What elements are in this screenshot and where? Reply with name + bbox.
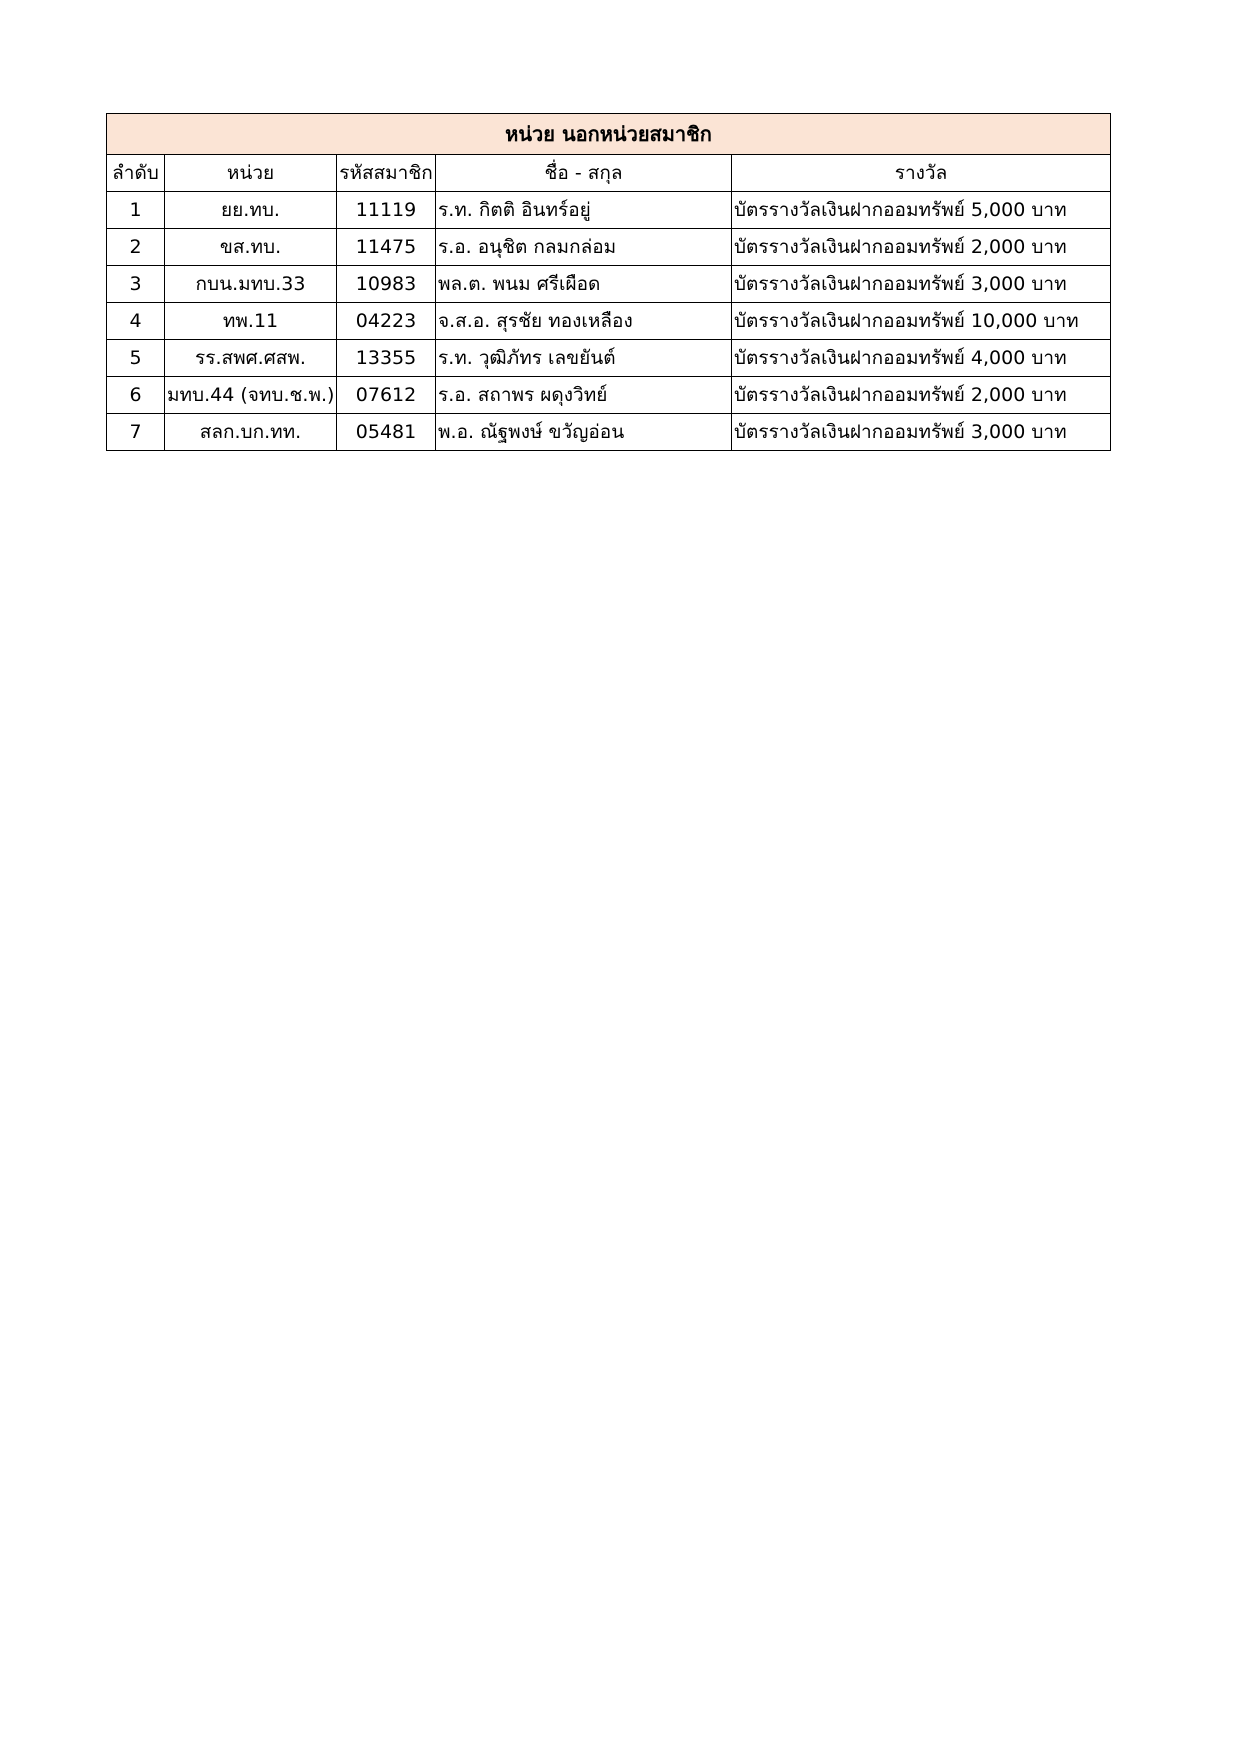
row-name: ร.ท. วุฒิภัทร เลขยันต์ [436,340,732,377]
row-member-id: 07612 [337,377,436,414]
row-no: 6 [107,377,165,414]
row-name: ร.ท. กิตติ อินทร์อยู่ [436,192,732,229]
row-member-id: 11475 [337,229,436,266]
table-title: หน่วย นอกหน่วยสมาชิก [107,114,1111,155]
row-prize: บัตรรางวัลเงินฝากออมทรัพย์ 3,000 บาท [732,414,1111,451]
row-member-id: 10983 [337,266,436,303]
row-unit: รร.สพศ.ศสพ. [165,340,337,377]
row-member-id: 13355 [337,340,436,377]
table-title-row [107,114,1111,155]
row-unit: กบน.มทบ.33 [165,266,337,303]
row-no: 2 [107,229,165,266]
table-header-row [107,155,1111,192]
row-no: 1 [107,192,165,229]
row-member-id: 04223 [337,303,436,340]
header-unit: หน่วย [165,155,337,192]
row-no: 7 [107,414,165,451]
row-unit: มทบ.44 (จทบ.ช.พ.) [165,377,337,414]
row-no: 5 [107,340,165,377]
prize-winners-table [106,113,1111,451]
header-name: ชื่อ - สกุล [436,155,732,192]
row-member-id: 11119 [337,192,436,229]
row-name: พ.อ. ณัฐพงษ์ ขวัญอ่อน [436,414,732,451]
table-row [107,229,1111,266]
row-prize: บัตรรางวัลเงินฝากออมทรัพย์ 10,000 บาท [732,303,1111,340]
row-prize: บัตรรางวัลเงินฝากออมทรัพย์ 4,000 บาท [732,340,1111,377]
table-row [107,340,1111,377]
header-no: ลำดับ [107,155,165,192]
row-unit: ยย.ทบ. [165,192,337,229]
row-no: 4 [107,303,165,340]
row-no: 3 [107,266,165,303]
row-prize: บัตรรางวัลเงินฝากออมทรัพย์ 2,000 บาท [732,229,1111,266]
row-prize: บัตรรางวัลเงินฝากออมทรัพย์ 2,000 บาท [732,377,1111,414]
table-row [107,266,1111,303]
row-prize: บัตรรางวัลเงินฝากออมทรัพย์ 3,000 บาท [732,266,1111,303]
table-row [107,414,1111,451]
table-row [107,303,1111,340]
row-prize: บัตรรางวัลเงินฝากออมทรัพย์ 5,000 บาท [732,192,1111,229]
header-member-id: รหัสสมาชิก [337,155,436,192]
row-name: ร.อ. สถาพร ผดุงวิทย์ [436,377,732,414]
row-name: จ.ส.อ. สุรชัย ทองเหลือง [436,303,732,340]
header-prize: รางวัล [732,155,1111,192]
row-unit: ขส.ทบ. [165,229,337,266]
table-row [107,192,1111,229]
row-name: พล.ต. พนม ศรีเผือด [436,266,732,303]
row-unit: ทพ.11 [165,303,337,340]
row-unit: สลก.บก.ทท. [165,414,337,451]
table-row [107,377,1111,414]
row-member-id: 05481 [337,414,436,451]
row-name: ร.อ. อนุชิต กลมกล่อม [436,229,732,266]
